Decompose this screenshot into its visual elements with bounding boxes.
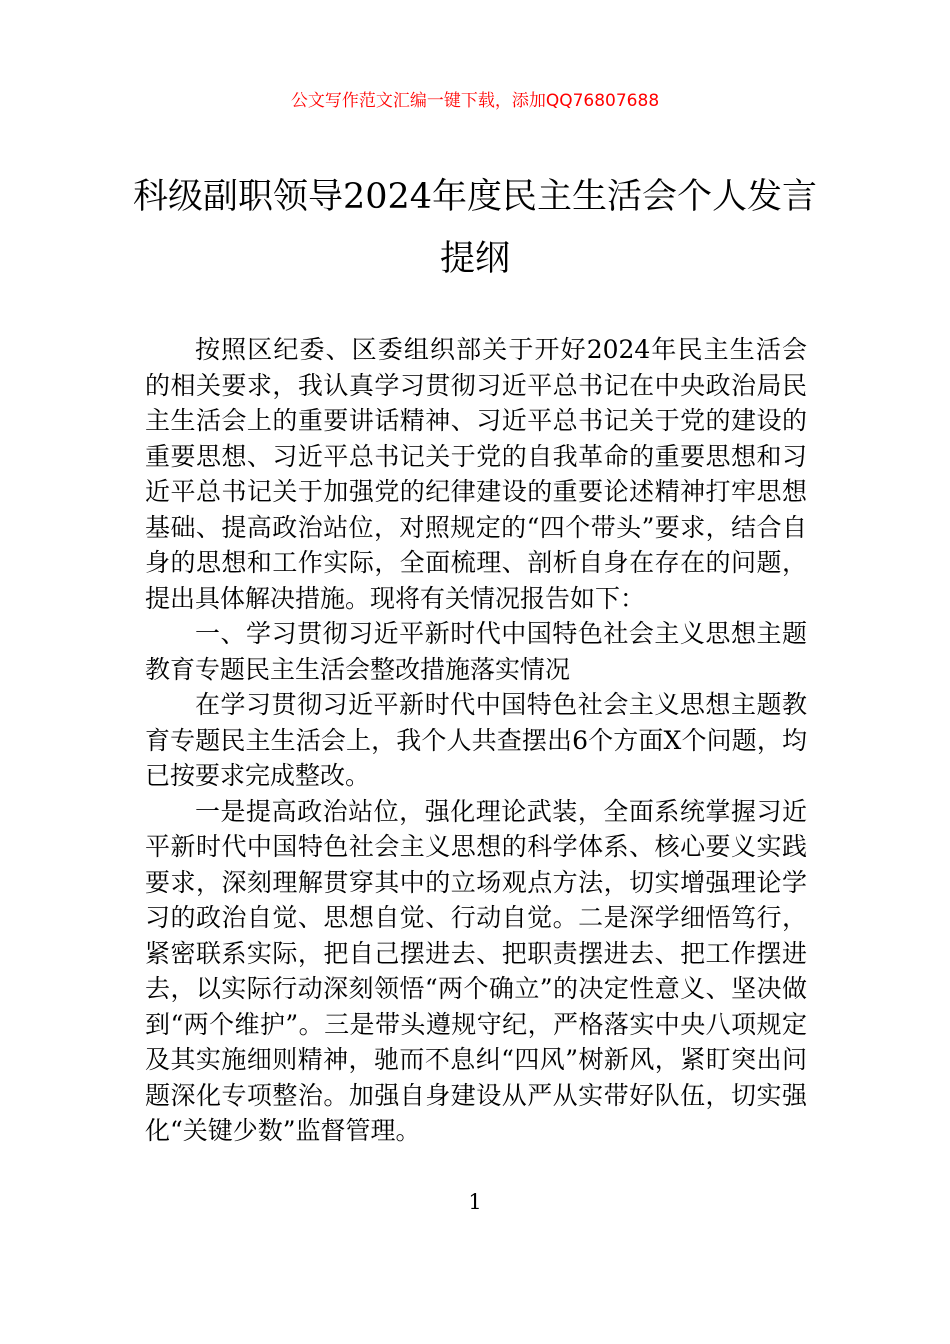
section-heading-1: 一、学习贯彻习近平新时代中国特色社会主义思想主题教育专题民主生活会整改措施落实情况	[145, 619, 807, 684]
paragraph-measures: 一是提高政治站位，强化理论武装，全面系统掌握习近平新时代中国特色社会主义思想的科学体系、核心要义实践要求，深刻理解贯穿其中的立场观点方法，切实增强理论学习的政治自觉、思想自觉、行动自觉。二是深学细悟笃行，紧密联系实际，把自己摆进去、把职责摆进去、把工作摆进去，以实际行动深刻领悟“两个确立”的决定性意义、坚决做到“两个维护”。三是带头遵规守纪，严格落实中央八项规定及其实施细则精神，驰而不息纠“四风”树新风，紧盯突出问题深化专项整治。加强自身建设从严从实带好队伍，切实强化“关键少数”监督管理。	[145, 796, 807, 1145]
page-number: 1	[468, 1190, 482, 1214]
paragraph-summary: 在学习贯彻习近平新时代中国特色社会主义思想主题教育专题民主生活会上，我个人共查摆出6个方面X个问题，均已按要求完成整改。	[145, 690, 807, 790]
document-body	[145, 332, 807, 1149]
document-title: 科级副职领导2024年度民主生活会个人发言提纲	[132, 177, 818, 279]
paragraph-intro: 按照区纪委、区委组织部关于开好2024年民主生活会的相关要求，我认真学习贯彻习近平总书记在中央政治局民主生活会上的重要讲话精神、习近平总书记关于党的建设的重要思想、习近平总书记关于党的自我革命的重要思想和习近平总书记关于加强党的纪律建设的重要论述精神打牢思想基础、提高政治站位，对照规定的“四个带头”要求，结合自身的思想和工作实际，全面梳理、剖析自身在存在的问题，提出具体解决措施。现将有关情况报告如下：	[145, 335, 807, 613]
download-notice: 公文写作范文汇编一键下载，添加QQ76807688	[290, 91, 660, 111]
